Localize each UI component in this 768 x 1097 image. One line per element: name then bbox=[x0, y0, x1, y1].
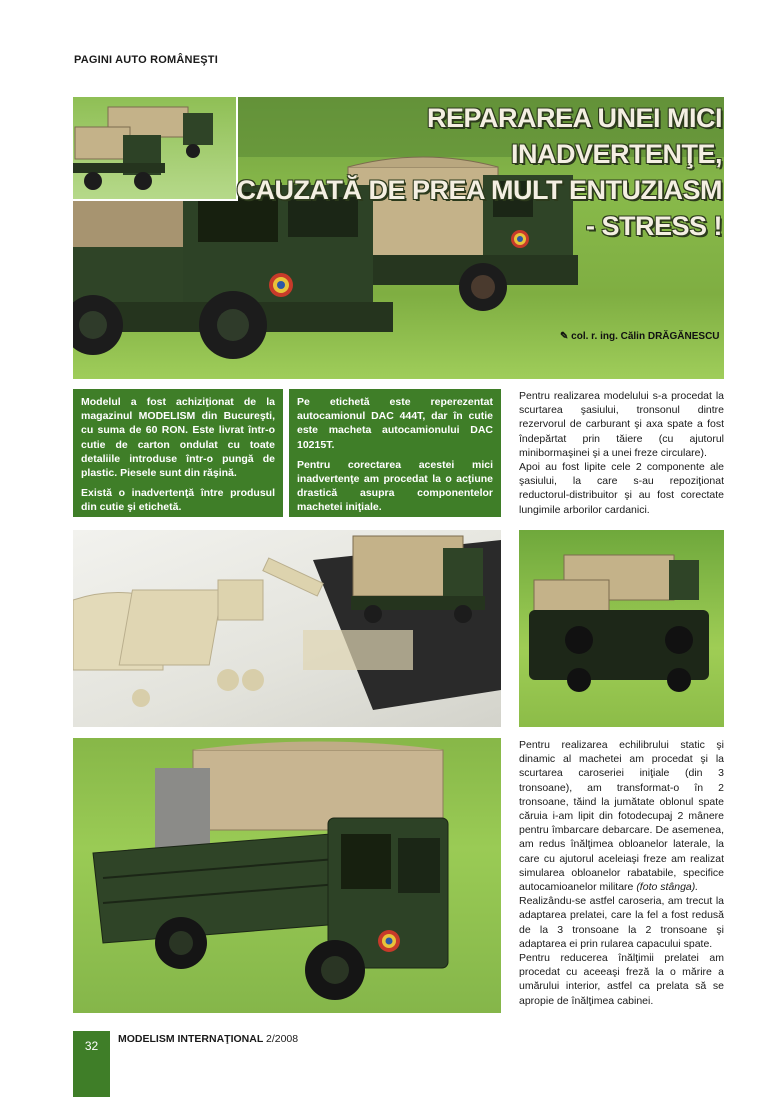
kit-parts-photo bbox=[73, 530, 501, 727]
intro-box-1-para-1: Modelul a fost achiziţionat de la magazinul MODELISM din Bucureşti, cu suma de 60 RON. Este livrat într-o cutie de carton ondulat cu toate detaliile introduse într-o pungă de plastic. Piesele sunt din răşină. bbox=[81, 396, 275, 480]
page-number: 32 bbox=[84, 1039, 99, 1053]
pen-icon: ✎ bbox=[560, 331, 569, 342]
intro-box-1 bbox=[73, 389, 283, 517]
intro-box-2 bbox=[289, 389, 501, 517]
article-title bbox=[236, 100, 722, 244]
intro-box-1-para-2: Există o inadvertenţă între produsul din cutie şi etichetă. bbox=[81, 487, 275, 514]
intro-box-2-para-1: Pe etichetă este reperezentat autocamionul DAC 444T, dar în cutie este macheta autocamionului DAC 10215T. bbox=[297, 396, 493, 451]
photo-reference: (foto stânga). bbox=[636, 881, 699, 894]
intro-box-2-para-2: Pentru corectarea acestei mici inadvertenţe am procedat la o acţiune drastică asupra componentelor machetei iniţiale. bbox=[297, 458, 493, 514]
bottom-para-1 bbox=[519, 738, 724, 894]
bottom-para-2: Realizându-se astfel caroseria, am trecut la adaptarea prelatei, care la fel a fost redusă de la 3 tronsoane la 2 tronsoane şi adaptarea ei prin rularea capacului spate. bbox=[519, 895, 724, 950]
magazine-name: MODELISM INTERNAŢIONAL bbox=[118, 1033, 264, 1045]
footer-magazine bbox=[118, 1033, 298, 1045]
text-column-3 bbox=[519, 389, 724, 517]
bottom-para-3: Pentru reducerea înălţimii prelatei am procedat cu aceeaşi freză la o mărire a umărului interior, astfel ca prelata să se apropie de înălţimea cabinei. bbox=[519, 952, 724, 1007]
title-line-2: CAUZATĂ DE PREA MULT ENTUZIASM - STRESS ! bbox=[236, 175, 722, 241]
author-name: col. r. ing. Călin DRĂGĂNESCU bbox=[571, 331, 720, 342]
inset-photo bbox=[73, 97, 238, 201]
finished-model-photo bbox=[73, 738, 501, 1013]
col3-para-1: Pentru realizarea modelului s-a procedat la scurtarea şasiului, tronsonul dintre rezervorul de carburant şi axa spate a fost îndepărtat prin tăiere (cu ajutorul minibormaşinei şi a unei freze circulare). bbox=[519, 390, 724, 459]
col3-para-2: Apoi au fost lipite cele 2 componente ale şasiului, la care s-au repoziţionat reductorul-distribuitor şi au fost corectate lungimile arborilor cardanici. bbox=[519, 461, 724, 516]
chassis-underside-photo bbox=[519, 530, 724, 727]
bottom-para-1-text: Pentru realizarea echilibrului static şi dinamic al machetei am procedat şi la scurtarea caroseriei iniţiale (din 3 tronsoane), am transformat-o în 2 tronsoane, tăind la jumătate oblonul spate căruia i-am lipit din fotodecupaj 2 mânere pentru îmbarcare debarcare. De asemenea, am redus înălţimea obloanelor laterale, la care cu ajutorul aceleiaşi freze am realizat simularea obloanelor rabatabile, specifice autocamioanelor militare bbox=[519, 739, 724, 894]
title-line-1: REPARAREA UNEI MICI INADVERTENŢE, bbox=[426, 103, 722, 169]
issue-number: 2/2008 bbox=[265, 1033, 299, 1045]
author-credit bbox=[560, 331, 720, 342]
text-column-bottom bbox=[519, 738, 724, 1008]
section-header: PAGINI AUTO ROMÂNEŞTI bbox=[74, 54, 218, 66]
